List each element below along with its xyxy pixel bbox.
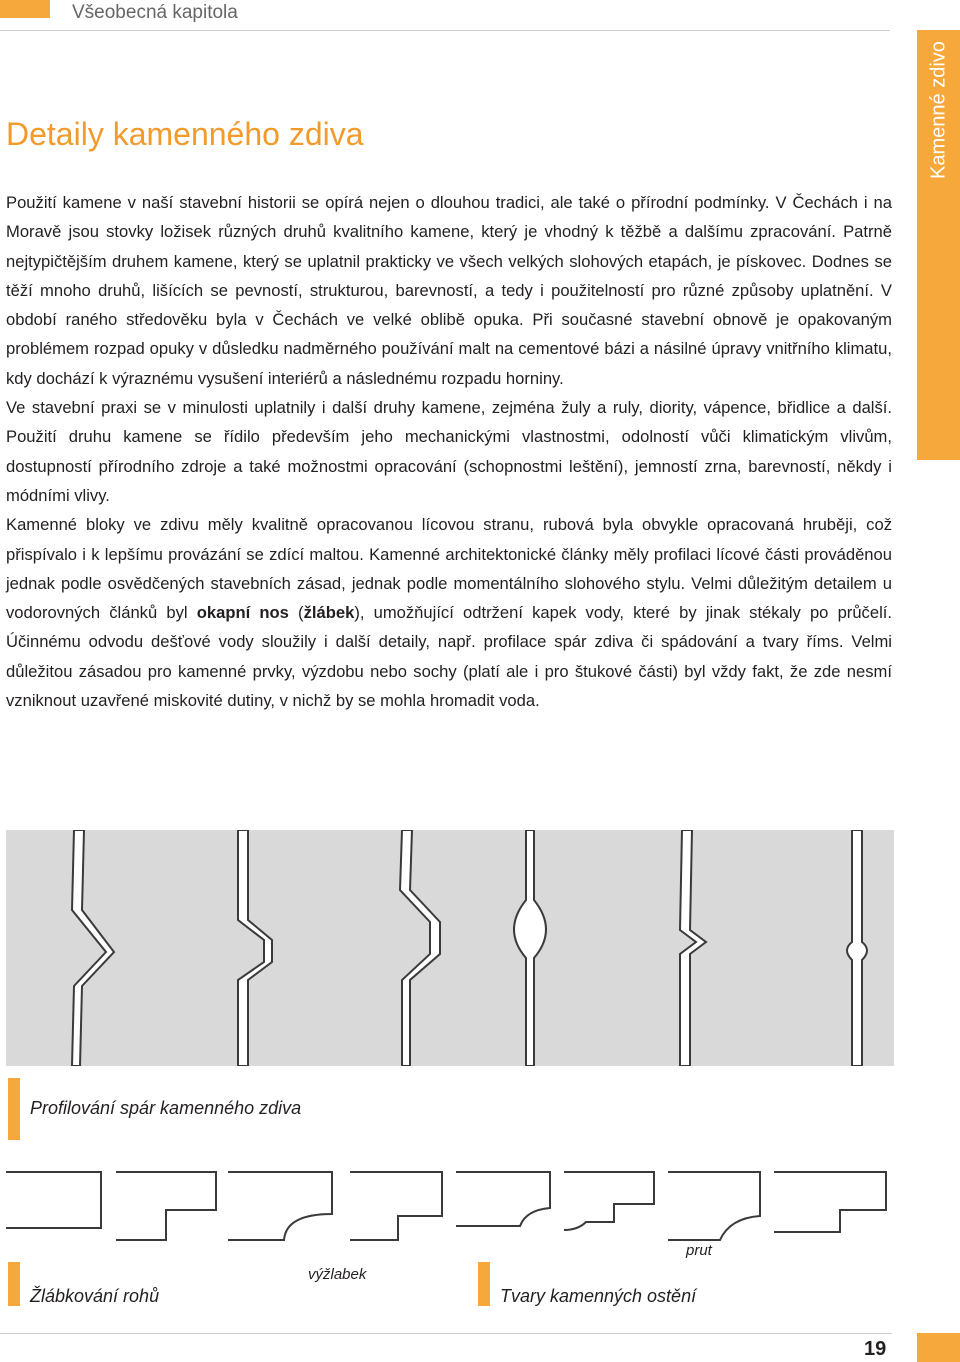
header-accent-square <box>0 0 50 18</box>
caption-jamb-shapes: Tvary kamenných ostění <box>500 1286 697 1306</box>
caption-accent-bar <box>8 1078 20 1140</box>
label-prut: prut <box>686 1242 712 1259</box>
corner-profile-3 <box>228 1172 332 1240</box>
header-rule <box>0 30 890 31</box>
side-tab-label: Kamenné zdivo <box>927 41 949 179</box>
paragraph-3 <box>6 510 892 715</box>
paragraph-3-text-c: ), umožňující odtržení kapek vody, které by jinak stékaly po průčelí. Účinnému odvodu dešťové vody sloužily i další detaily, např. profilace spár zdiva či spádování a tvary říms. Velmi důležitou zásadou pro kamenné prvky, výzdobu nebo sochy (platí ale i pro štukové části) byl vždy fakt, že zde nesmí vzniknout uzavřené miskovité dutiny, v nichž by se mohla hromadit voda. <box>6 603 892 711</box>
corner-profile-1 <box>6 1172 101 1228</box>
caption-accent-bar-3 <box>478 1262 490 1306</box>
jamb-profile-4 <box>668 1172 760 1240</box>
jamb-profile-5 <box>774 1172 886 1232</box>
paragraph-2: Ve stavební praxi se v minulosti uplatnily i další druhy kamene, zejména žuly a ruly, diority, vápence, břidlice a další. Použití druhu kamene se řídilo především jeho mechanickými vlastnostmi, odolností vůči klimatickým vlivům, dostupností přírodního zdroje a také možnostmi opracování (schopnostmi leštění), jemností zrna, barevností, někdy i módními vlivy. <box>6 398 892 505</box>
corner-grooving-figure <box>6 1170 336 1254</box>
paragraph-3-text-b: ( <box>288 603 304 623</box>
caption-joint-profiles: Profilování spár kamenného zdiva <box>30 1098 302 1118</box>
jamb-shapes-figure <box>350 1170 890 1254</box>
chapter-label: Všeobecná kapitola <box>72 2 238 23</box>
footer-accent-block <box>917 1333 960 1362</box>
joint-profiles-figure <box>6 830 894 1066</box>
jamb-profile-3 <box>564 1172 654 1230</box>
paragraph-3-text-a: Kamenné bloky ve zdivu měly kvalitně opracovanou lícovou stranu, rubová byla obvykle opracovaná hruběji, což přispívalo i k lepšímu provázání se zdící maltou. Kamenné architektonické články měly profilaci lícové části prováděnou jednak podle osvědčených stavebních zásad, jednak podle momentálního slohového stylu. Velmi důležitým detailem u vodorovných článků byl <box>6 515 892 623</box>
page-number: 19 <box>864 1338 887 1360</box>
figure-background <box>6 830 894 1066</box>
jamb-profile-1 <box>350 1172 442 1240</box>
body-text <box>6 188 892 715</box>
jamb-profile-2 <box>456 1172 550 1226</box>
paragraph-1: Použití kamene v naší stavební historii se opírá nejen o dlouhou tradici, ale také o přírodní podmínky. V Čechách i na Moravě jsou stovky ložisek různých druhů kvalitního kamene, který je vhodný k těžbě a dalšímu zpracování. Patrně nejtypičtějším druhem kamene, který se uplatnil prakticky ve všech velkých slohových etapách, je pískovec. Dodnes se těží mnoho druhů, lišících se pevností, strukturou, barevností, a tedy i použitelností pro různé způsoby uplatnění. V období raného středověku byla v Čechách ve velké oblibě opuka. Při současné stavební obnově je opakovaným problémem rozpad opuky v důsledku nadměrného používání malt na cementové bázi a násilné úpravy vnitřního klimatu, kdy dochází k výraznému vysušení interiérů a následnému rozpadu horniny. <box>6 193 892 388</box>
footer-rule <box>0 1333 892 1334</box>
term-zlabek: žlábek <box>303 603 355 623</box>
side-tab <box>917 30 960 460</box>
corner-profile-2 <box>116 1172 216 1240</box>
caption-accent-bar-2 <box>8 1262 20 1306</box>
caption-corner-grooving: Žlábkování rohů <box>30 1286 160 1306</box>
label-vyzlabek: výžlabek <box>308 1266 367 1283</box>
page-title: Detaily kamenného zdiva <box>6 116 364 152</box>
term-okapni-nos: okapní nos <box>196 603 289 623</box>
